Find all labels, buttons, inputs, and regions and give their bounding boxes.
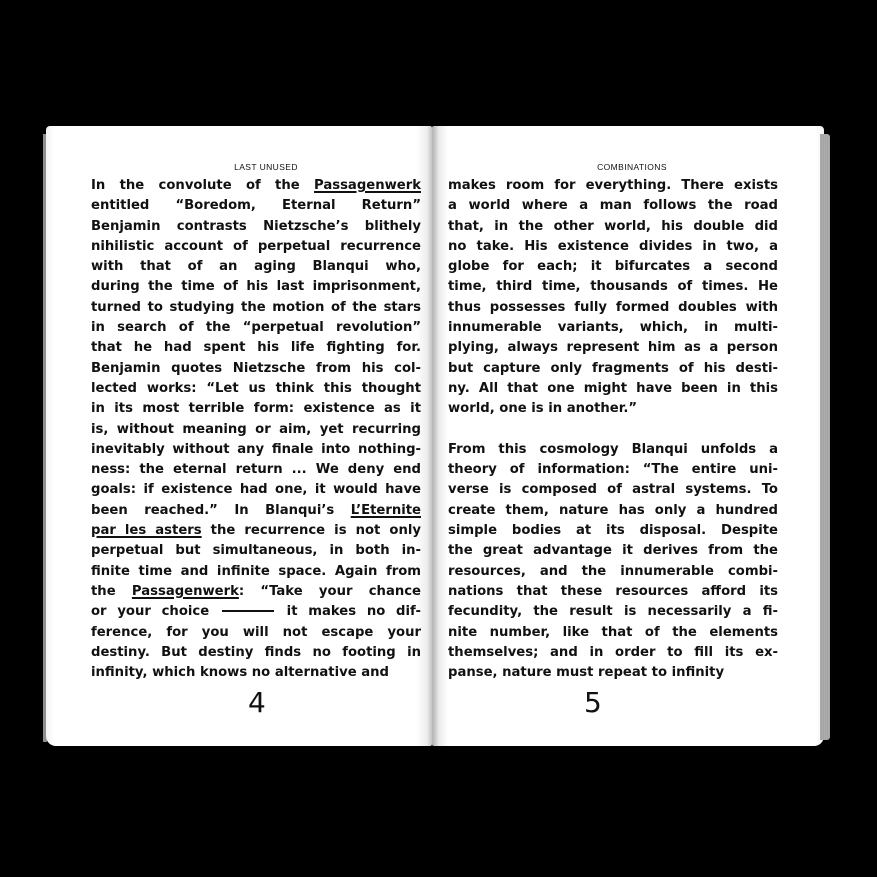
text-line: the great advantage it derives from the [448,543,778,559]
text-line: Benjamin quotes Nietzsche from his col- [91,360,421,376]
text-line: no take. His existence divides in two, a [448,238,778,254]
text-line: perpetual but simultaneous, in both in- [91,543,421,559]
paragraph-break [448,420,778,440]
em-rule [222,610,274,612]
text-line: time, third time, thousands of times. He [448,279,778,295]
text-line: resources, and the innumerable combi- [448,563,778,579]
text-line: in search of the “perpetual revolution” [91,320,421,336]
text-line: entitled “Boredom, Eternal Return” [91,198,421,214]
text-line: plying, always represent him as a person [448,340,778,356]
text-line: that he had spent his life fighting for. [91,340,421,356]
text-line: ference, for you will not escape your [91,624,421,640]
right-page-text [448,176,778,683]
text-line: that, in the other world, his double did [448,218,778,234]
text-line: in its most terrible form: existence as it [91,401,421,417]
text-line: nite number, like that of the elements [448,624,778,640]
text-line: themselves; and in order to fill its ex- [448,644,778,660]
text-line: Benjamin contrasts Nietzsche’s blithely [91,218,421,234]
text-line: par les asters the recurrence is not only [91,523,421,539]
running-header-left: LAST UNUSED [234,162,298,172]
text-line: during the time of his last imprisonment, [91,279,421,295]
text-line: infinity, which knows no alternative and [91,665,389,681]
underlined-title: Passagenwerk [314,178,421,193]
page-number-right: 5 [584,686,602,719]
text-line: verse is composed of astral systems. To [448,482,778,498]
text-line: innumerable variants, which, in multi- [448,320,778,336]
text-line: theory of information: “The entire uni- [448,462,778,478]
text-line: is, without meaning or aim, yet recurring [91,421,421,437]
left-page-text [91,176,421,683]
text-line: but capture only fragments of his desti- [448,360,778,376]
text-line: thus possesses fully formed doubles with [448,299,778,315]
underlined-title: L’Eternite [350,502,421,518]
text-line: been reached.” In Blanqui’s L’Eternite [91,502,421,518]
text-line: makes room for everything. There exists [448,178,778,193]
text-line: finite time and infinite space. Again from [91,563,421,579]
text-line: In the convolute of the Passagenwerk [91,178,421,193]
text-line: simple bodies at its disposal. Despite [448,523,778,539]
text-line: destiny. But destiny finds no footing in [91,644,421,660]
text-line: nihilistic account of perpetual recurrence [91,238,421,254]
text-line: or your choice it makes no dif- [91,604,421,620]
text-line: a world where a man follows the road [448,198,778,214]
text-line: ny. All that one might have been in this [448,380,778,396]
text-line: create them, nature has only a hundred [448,502,778,518]
page-number-left: 4 [248,686,266,719]
text-line: ness: the eternal return ... We deny end [91,462,421,478]
text-line: From this cosmology Blanqui unfolds a [448,441,778,457]
text-line: with that of an aging Blanqui who, [91,259,421,275]
running-header-right: COMBINATIONS [597,162,667,172]
open-book [46,126,832,752]
underlined-title: Passagenwerk [131,583,239,599]
text-line: goals: if existence had one, it would have [91,482,421,498]
text-line: panse, nature must repeat to infinity [448,665,725,681]
right-page [432,126,824,746]
text-line: world, one is in another.” [448,401,638,417]
text-line: fecundity, the result is necessarily a fi- [448,604,778,620]
text-line: inevitably without any finale into nothing- [91,441,421,457]
text-line: globe for each; it bifurcates a second [448,259,778,275]
text-line: lected works: “Let us think this thought [91,380,421,396]
book-page-edges [820,134,830,740]
left-page [46,126,432,746]
underlined-title: par les asters [91,523,202,539]
text-line: nations that these resources afford its [448,583,778,599]
text-line: the Passagenwerk: “Take your chance [91,583,421,599]
text-line: turned to studying the motion of the stars [91,299,421,315]
book-gutter [427,126,439,746]
